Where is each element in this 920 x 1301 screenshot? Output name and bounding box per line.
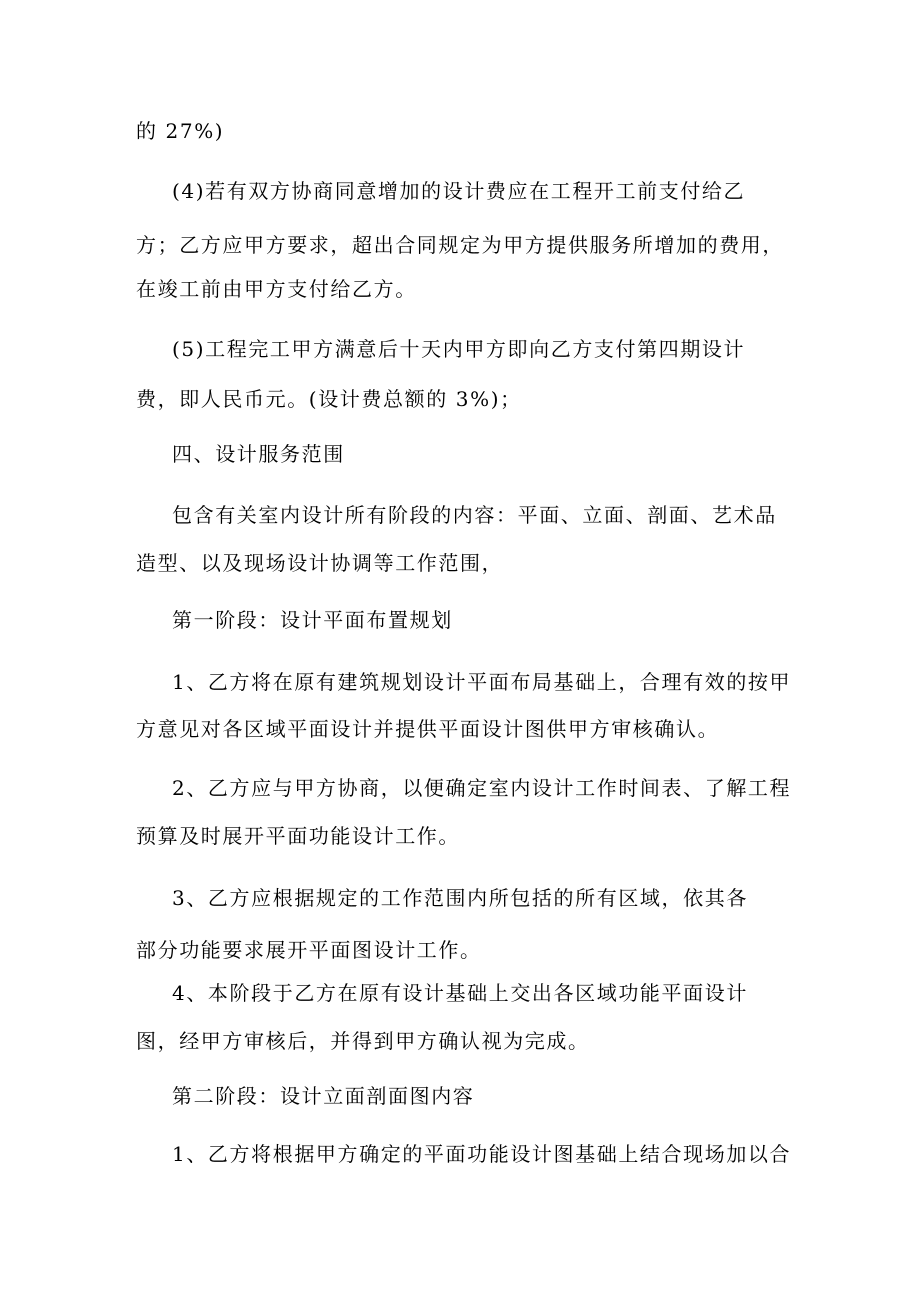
text-line-18: 图，经甲方审核后，并得到甲方确认视为完成。 [136,1029,590,1053]
text-line-20: 1、乙方将根据甲方确定的平面功能设计图基础上结合现场加以合 [172,1142,792,1166]
text-line-4: 在竣工前由甲方支付给乙方。 [136,277,417,301]
text-line-6: 费，即人民币元。(设计费总额的 3%)； [136,387,522,411]
phase-heading-1: 第一阶段：设计平面布置规划 [172,608,453,632]
text-line-17: 4、本阶段于乙方在原有设计基础上交出各区域功能平面设计 [172,981,748,1005]
text-line-5: (5)工程完工甲方满意后十天内甲方即向乙方支付第四期设计 [172,337,746,361]
text-line-1: 的 27%) [136,119,225,143]
text-line-8: 包含有关室内设计所有阶段的内容：平面、立面、剖面、艺术品 [172,503,777,527]
text-line-2: (4)若有双方协商同意增加的设计费应在工程开工前支付给乙 [172,179,746,203]
text-line-13: 2、乙方应与甲方协商，以便确定室内设计工作时间表、了解工程 [172,776,792,800]
text-line-3: 方；乙方应甲方要求，超出合同规定为甲方提供服务所增加的费用， [136,233,784,257]
text-line-15: 3、乙方应根据规定的工作范围内所包括的所有区域，依其各 [172,886,748,910]
text-line-14: 预算及时展开平面功能设计工作。 [136,824,460,848]
phase-heading-2: 第二阶段：设计立面剖面图内容 [172,1084,475,1108]
text-line-12: 方意见对各区域平面设计并提供平面设计图供甲方审核确认。 [136,717,720,741]
section-heading-4: 四、设计服务范围 [172,442,345,466]
text-line-9: 造型、以及现场设计协调等工作范围， [136,551,504,575]
text-line-11: 1、乙方将在原有建筑规划设计平面布局基础上，合理有效的按甲 [172,670,792,694]
text-line-16: 部分功能要求展开平面图设计工作。 [136,938,482,962]
